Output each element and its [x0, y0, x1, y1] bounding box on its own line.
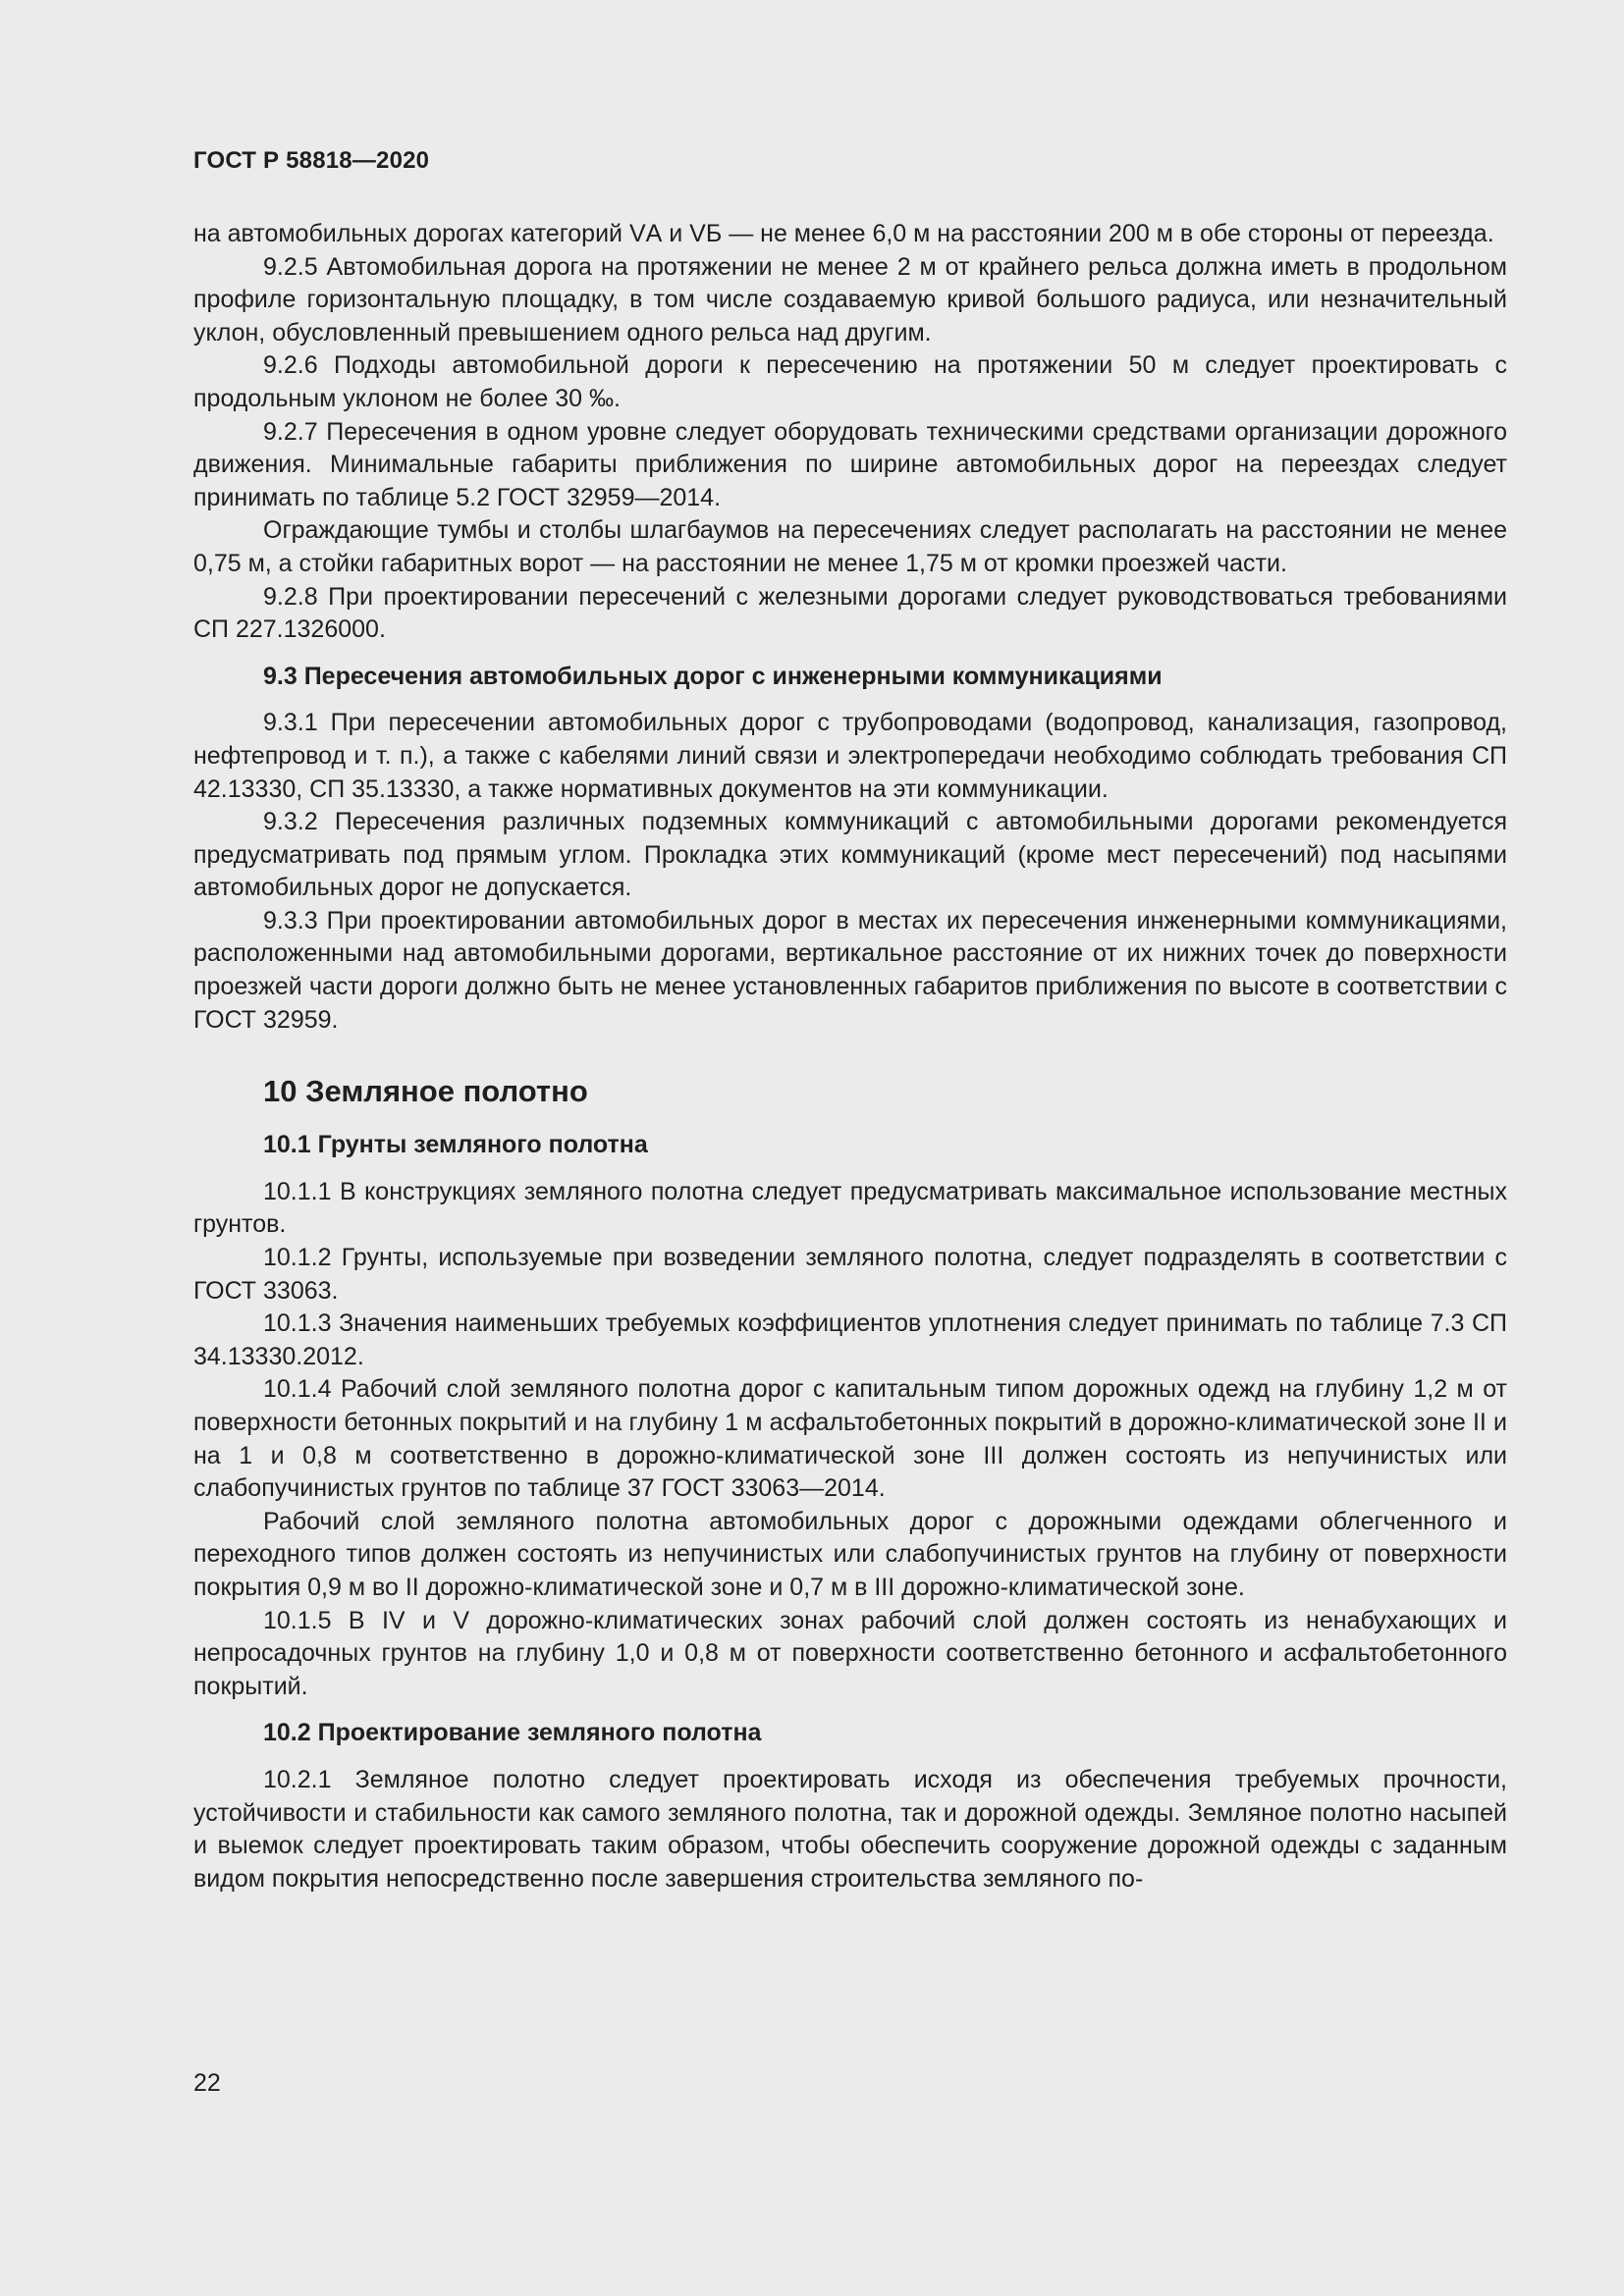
paragraph-10-1-5: 10.1.5 В IV и V дорожно-климатических зонах рабочий слой должен состоять из ненабухающих и непросадочных грунтов на глубину 1,0 и 0,8 м от поверхности соответственно бетонного и асфальтобетонного покрытий. [193, 1606, 1507, 1700]
section-heading-9-3: 9.3 Пересечения автомобильных дорог с инженерными коммуникациями [263, 662, 1163, 690]
section-heading-10-2: 10.2 Проектирование земляного полотна [263, 1719, 762, 1747]
section-heading-10-1: 10.1 Грунты земляного полотна [263, 1131, 648, 1159]
paragraph-9-3-3: 9.3.3 При проектировании автомобильных дорог в местах их пересечения инженерными коммуникациями, расположенными над автомобильными дорогами, вертикальное расстояние от их нижних точек до поверхности проезжей части дороги должно быть не менее установленных габаритов приближения по высоте в соответствии с ГОСТ 32959. [193, 906, 1507, 1034]
paragraph-10-1-4-light: Рабочий слой земляного полотна автомобильных дорог с дорожными одеждами облегченного и переходного типов должен состоять из непучинистых или слабопучинистых грунтов на глубину от поверхности покрытия 0,9 м во II дорожно-климатической зоне и 0,7 м в III дорожно-климатической зоне. [193, 1507, 1507, 1601]
document-page [193, 147, 1507, 2110]
paragraph-9-2-7: 9.2.7 Пересечения в одном уровне следует оборудовать техническими средствами организации дорожного движения. Минимальные габариты приближения по ширине автомобильных дорог на переездах следует принимать по таблице 5.2 ГОСТ 32959—2014. [193, 417, 1507, 511]
paragraph-10-1-1: 10.1.1 В конструкциях земляного полотна следует предусматривать максимальное использование местных грунтов. [193, 1177, 1507, 1239]
paragraph-9-3-2: 9.3.2 Пересечения различных подземных коммуникаций с автомобильными дорогами рекомендуется предусматривать под прямым углом. Прокладка этих коммуникаций (кроме мест пересечений) под насыпями автомобильных дорог не допускается. [193, 808, 1507, 902]
chapter-heading-10: 10 Земляное полотно [263, 1074, 588, 1109]
paragraph-9-2-6: 9.2.6 Подходы автомобильной дороги к пересечению на протяжении 50 м следует проектировать с продольным уклоном не более 30 ‰. [193, 351, 1507, 412]
page-number: 22 [193, 2069, 221, 2097]
paragraph-9-2-8: 9.2.8 При проектировании пересечений с железными дорогами следует руководствоваться требованиями СП 227.1326000. [193, 582, 1507, 644]
paragraph-9-3-1: 9.3.1 При пересечении автомобильных дорог с трубопроводами (водопровод, канализация, газопровод, нефтепровод и т. п.), а также с кабелями линий связи и электропередачи необходимо соблюдать требования СП 42.13330, СП 35.13330, а также нормативных документов на эти коммуникации. [193, 709, 1507, 803]
paragraph-9-2-5: 9.2.5 Автомобильная дорога на протяжении не менее 2 м от крайнего рельса должна иметь в продольном профиле горизонтальную площадку, в том числе создаваемую кривой большого радиуса, или незначительный уклон, обусловленный превышением одного рельса над другим. [193, 252, 1507, 347]
paragraph-10-1-3: 10.1.3 Значения наименьших требуемых коэффициентов уплотнения следует принимать по таблице 7.3 СП 34.13330.2012. [193, 1309, 1507, 1370]
document-header: ГОСТ Р 58818—2020 [193, 147, 430, 174]
paragraph-continuation: на автомобильных дорогах категорий VА и VБ — не менее 6,0 м на расстоянии 200 м в обе стороны от переезда. [193, 220, 1494, 247]
paragraph-10-1-4: 10.1.4 Рабочий слой земляного полотна дорог с капитальным типом дорожных одежд на глубину 1,2 м от поверхности бетонных покрытий и на глубину 1 м асфальтобетонных покрытий в дорожно-климатической зоне II и на 1 и 0,8 м соответственно в дорожно-климатической зоне III должен состоять из непучинистых или слабопучинистых грунтов по таблице 37 ГОСТ 33063—2014. [193, 1375, 1507, 1503]
paragraph-9-2-7-barriers: Ограждающие тумбы и столбы шлагбаумов на пересечениях следует располагать на расстоянии не менее 0,75 м, а стойки габаритных ворот — на расстоянии не менее 1,75 м от кромки проезжей части. [193, 516, 1507, 577]
paragraph-10-1-2: 10.1.2 Грунты, используемые при возведении земляного полотна, следует подразделять в соответствии с ГОСТ 33063. [193, 1244, 1507, 1305]
paragraph-10-2-1: 10.2.1 Земляное полотно следует проектировать исходя из обеспечения требуемых прочности, устойчивости и стабильности как самого земляного полотна, так и дорожной одежды. Земляное полотно насыпей и выемок следует проектировать таким образом, чтобы обеспечить сооружение дорожной одежды с заданным видом покрытия непосредственно после завершения строительства земляного по- [193, 1765, 1507, 1893]
